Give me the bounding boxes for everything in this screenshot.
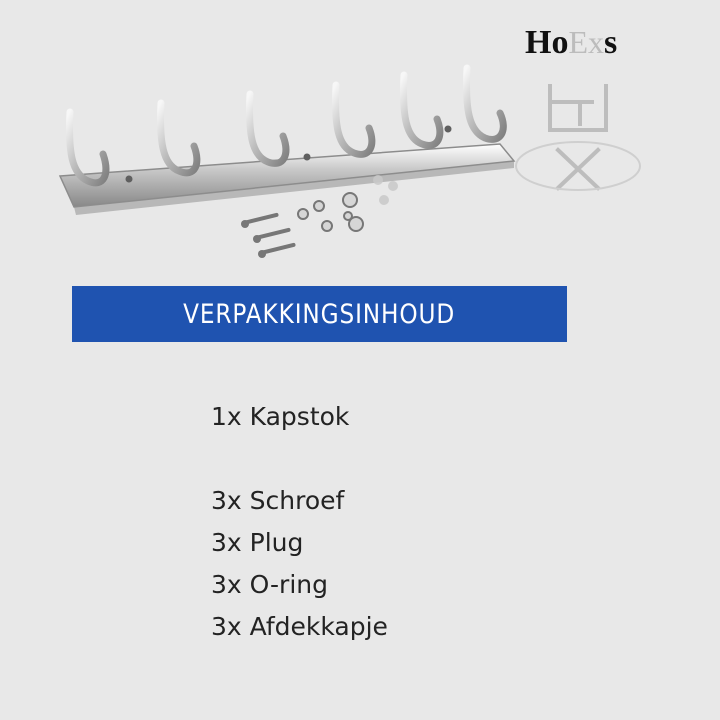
contents-spacer	[211, 438, 631, 480]
brand-name-middle: Ex	[568, 24, 604, 60]
brand-logo	[525, 24, 617, 62]
contents-item: 3x Schroef	[211, 486, 345, 515]
contents-item: 3x Afdekkapje	[211, 612, 388, 641]
contents-item: 3x O-ring	[211, 570, 328, 599]
brand-name-prefix: Ho	[525, 24, 569, 61]
contents-item: 3x Plug	[211, 528, 304, 557]
banner-title: VERPAKKINGSINHOUD	[183, 298, 456, 330]
coat-rack-image	[48, 58, 523, 268]
package-contents-list	[211, 396, 631, 648]
contents-item-kapstok: 1x Kapstok	[211, 402, 350, 431]
package-contents-banner	[72, 286, 567, 342]
brand-mark-icon	[510, 76, 645, 206]
brand-name-suffix: s	[604, 24, 618, 61]
